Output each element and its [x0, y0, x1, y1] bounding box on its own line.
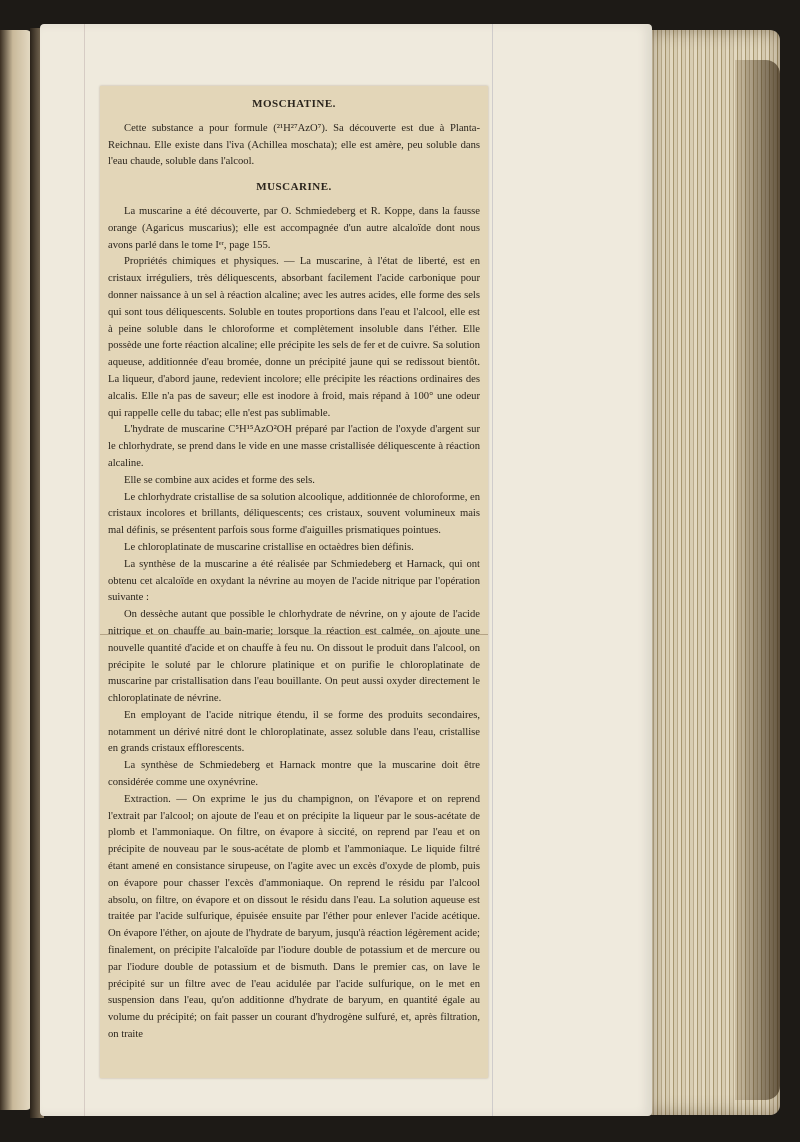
page-edges-shadow — [735, 60, 780, 1100]
section-title-muscarine: MUSCARINE. — [256, 181, 332, 194]
muscarine-paragraph: Elle se combine aux acides et forme des sels. — [124, 474, 315, 486]
margin-rule — [84, 24, 85, 1116]
muscarine-paragraph: L'hydrate de muscarine C⁵H¹⁵AzO²OH préparé par l'action de l'oxyde d'argent sur le chlorhydrate, se prend dans le vide en une masse cristallisée déliquescente à réaction alcaline. — [108, 424, 480, 469]
muscarine-paragraph: Extraction. — On exprime le jus du champignon, on l'évapore et on reprend l'extrait par l'alcool; on ajoute de l'eau et on précipite la liqueur par le sous-acétate de plomb et l'ammoniaque. On filtre, on évapore à siccité, on reprend par l'eau et on précipite de nouveau par le sous-acétate de plomb et l'ammoniaque. Le liquide filtré étant amené en consistance sirupeuse, on l'agite avec un excès d'oxyde de plomb, puis on évapore pour chasser l'excès d'ammoniaque. On reprend le résidu par l'alcool absolu, on filtre, on évapore et on dissout le résidu dans l'eau. La solution aqueuse est traitée par l'acide sulfurique, épuisée ensuite par l'éther pour enlever l'acide acétique. On évapore l'éther, on ajoute de l'hydrate de baryum, jusqu'à réaction légèrement acide; finalement, on précipite l'alcaloïde par l'iodure double de potassium et de mercure ou par l'iodure double de potassium et de bismuth. Dans le premier cas, on lave le précipité sur un filtre avec de l'eau acidulée par l'acide sulfurique, on le met en suspension dans l'eau, qu'on additionne d'hydrate de baryum, en quantité égale au volume du précipité; on fait passer un courant d'hydrogène sulfuré, et, après filtration, on traite — [108, 793, 480, 1041]
moschatine-paragraph: Cette substance a pour formule (²¹H²⁷AzO⁷). Sa découverte est due à Planta-Reichnau. Elle existe dans l'iva (Achillea moschata); elle est amère, peu soluble dans l'eau chaude, soluble dans l'alcool. — [108, 122, 480, 168]
muscarine-paragraph: La muscarine a été découverte, par O. Schmiedeberg et R. Koppe, dans la fausse orange (Agaricus muscarius); elle est accompagnée d'un autre alcaloïde dont nous avons parlé dans le tome Iᵉʳ, page 155. — [108, 205, 480, 251]
section-title-moschatine: MOSCHATINE. — [252, 98, 336, 110]
muscarine-paragraph: Le chloroplatinate de muscarine cristallise en octaèdres bien définis. — [124, 541, 414, 553]
muscarine-paragraph: En employant de l'acide nitrique étendu, il se forme des produits secondaires, notamment un dérivé nitré dont le chloroplatinate, assez soluble dans l'eau, cristallise en grands cristaux efflorescents. — [108, 709, 480, 755]
left-page-edge — [0, 30, 32, 1110]
muscarine-paragraph: Le chlorhydrate cristallise de sa solution alcoolique, additionnée de chloroforme, en cristaux incolores et brillants, déliquescents; ces cristaux, souvent volumineux mais mal définis, se présentent parfois sous forme d'aiguilles prismatiques pointues. — [108, 491, 480, 537]
clipping-seam — [100, 634, 488, 635]
pasted-clipping — [100, 86, 488, 1078]
muscarine-paragraph: Propriétés chimiques et physiques. — La muscarine, à l'état de liberté, est en cristaux irréguliers, très déliquescents, absorbant facilement l'acide carbonique pour donner naissance à un sel à réaction alcaline; avec les autres acides, elle forme des sels qui sont tous déliquescents. Soluble en toutes proportions dans l'eau et l'alcool, elle est à peine soluble dans le chloroforme et complètement insoluble dans l'éther. Elle possède une forte réaction alcaline; elle précipite les sels de fer et de cuivre. Sa solution aqueuse, additionnée d'eau bromée, donne un précipité jaune qui se redissout bientôt. La liqueur, d'abord jaune, redevient incolore; elle précipite les réactions ordinaires des alcalis. Elle n'a pas de saveur; elle est inodore à froid, mais répand à 100° une odeur qui rappelle celle du tabac; elle n'est pas sublimable. — [108, 256, 480, 419]
muscarine-paragraph: La synthèse de Schmiedeberg et Harnack montre que la muscarine doit être considérée comme une oxynévrine. — [108, 760, 480, 789]
muscarine-paragraph: La synthèse de la muscarine a été réalisée par Schmiedeberg et Harnack, qui ont obtenu cet alcaloïde en oxydant la névrine au moyen de l'acide nitrique par l'opération suivante : — [108, 558, 480, 604]
muscarine-paragraph: On dessèche autant que possible le chlorhydrate de névrine, on y ajoute de l'acide nitrique et on chauffe au bain-marie; lorsque la réaction est calmée, on ajoute une nouvelle quantité d'acide et on chauffe à feu nu. On dissout le produit dans l'alcool, on précipite le soluté par le chlorure platinique et on purifie le chloroplatinate de muscarine par cristallisation dans l'eau bouillante. On peut aussi oxyder directement le chloroplatinate de névrine. — [108, 609, 480, 705]
column-rule — [492, 24, 493, 1116]
